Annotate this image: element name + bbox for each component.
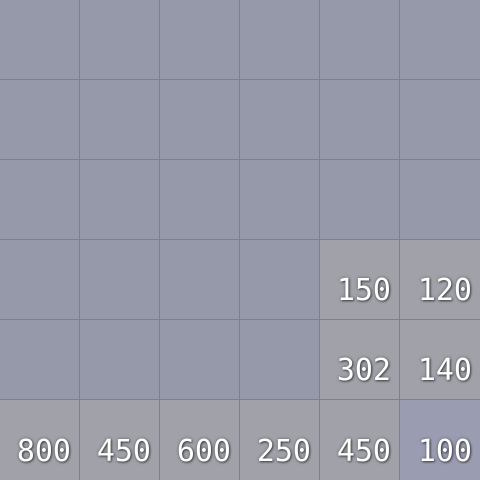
tile-hidden[interactable] xyxy=(0,160,80,240)
tile-hidden[interactable] xyxy=(320,0,400,80)
tile-hidden[interactable] xyxy=(0,240,80,320)
tile-value: 150 xyxy=(336,273,391,308)
tile-hidden[interactable] xyxy=(80,0,160,80)
tile-value: 800 xyxy=(16,434,71,469)
tile-hidden[interactable] xyxy=(160,160,240,240)
tile-revealed[interactable] xyxy=(240,400,320,480)
tile-hidden[interactable] xyxy=(80,320,160,400)
tile-hidden[interactable] xyxy=(0,80,80,160)
tile-revealed[interactable] xyxy=(320,400,400,480)
tile-value: 120 xyxy=(417,273,472,308)
tile-hidden[interactable] xyxy=(80,160,160,240)
tile-value: 250 xyxy=(256,434,311,469)
tile-hidden[interactable] xyxy=(80,240,160,320)
tile-hidden[interactable] xyxy=(160,240,240,320)
tile-value: 450 xyxy=(336,434,391,469)
tile-value: 302 xyxy=(336,353,391,388)
tile-revealed[interactable] xyxy=(320,240,400,320)
tile-hidden[interactable] xyxy=(240,240,320,320)
tile-value: 140 xyxy=(417,353,472,388)
tile-revealed[interactable] xyxy=(320,320,400,400)
tile-hidden[interactable] xyxy=(240,80,320,160)
tile-hidden[interactable] xyxy=(0,0,80,80)
tile-hidden[interactable] xyxy=(160,80,240,160)
tile-revealed[interactable] xyxy=(0,400,80,480)
tile-revealed[interactable] xyxy=(400,400,480,480)
tile-hidden[interactable] xyxy=(80,80,160,160)
tile-hidden[interactable] xyxy=(320,160,400,240)
tile-hidden[interactable] xyxy=(240,320,320,400)
tile-value: 100 xyxy=(417,434,472,469)
tile-revealed[interactable] xyxy=(80,400,160,480)
tile-revealed[interactable] xyxy=(160,400,240,480)
tile-value: 450 xyxy=(96,434,151,469)
tile-revealed[interactable] xyxy=(400,320,480,400)
tile-hidden[interactable] xyxy=(240,160,320,240)
tile-hidden[interactable] xyxy=(400,0,480,80)
tile-revealed[interactable] xyxy=(400,240,480,320)
tile-hidden[interactable] xyxy=(160,320,240,400)
tile-hidden[interactable] xyxy=(240,0,320,80)
tile-value: 600 xyxy=(176,434,231,469)
tile-hidden[interactable] xyxy=(160,0,240,80)
tile-hidden[interactable] xyxy=(320,80,400,160)
tile-hidden[interactable] xyxy=(400,80,480,160)
tile-hidden[interactable] xyxy=(0,320,80,400)
tile-hidden[interactable] xyxy=(400,160,480,240)
